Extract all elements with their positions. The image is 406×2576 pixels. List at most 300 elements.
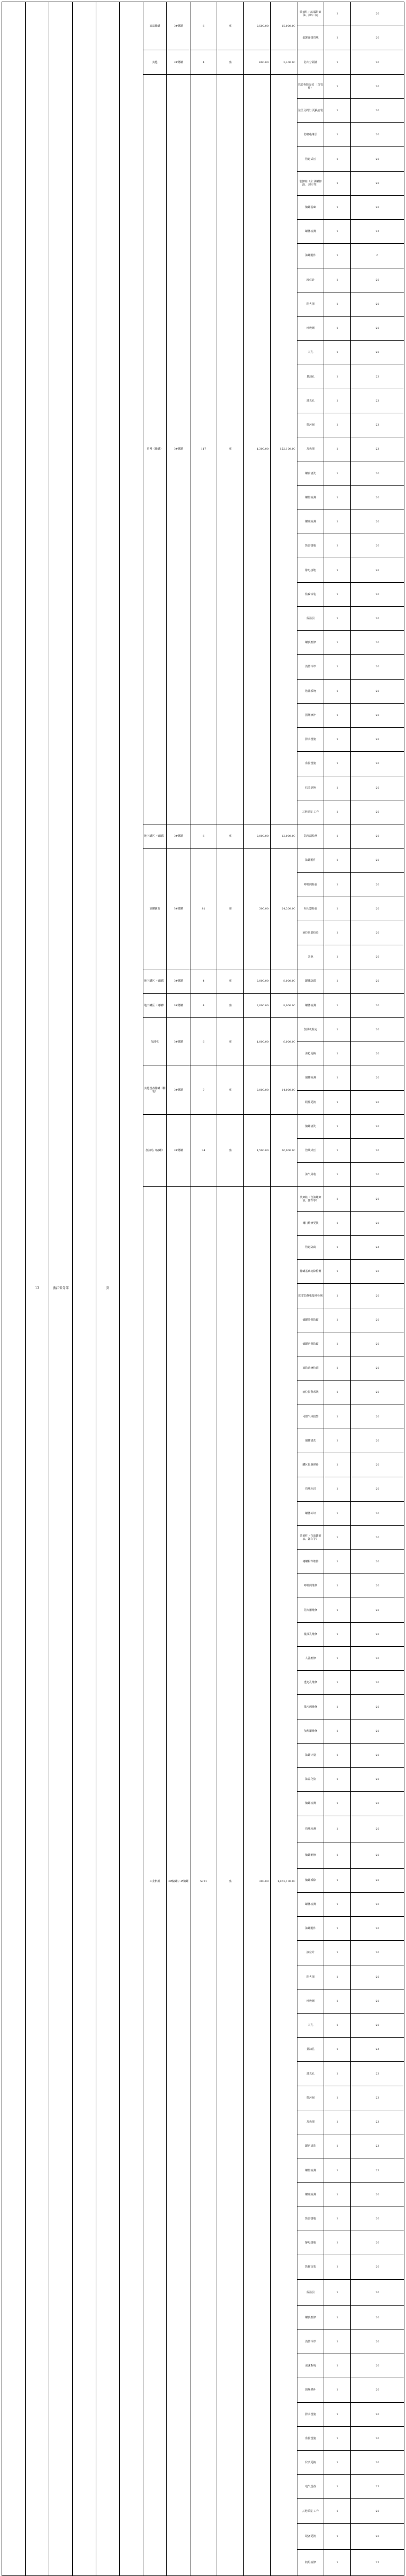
item-qty-cell: 1 <box>324 1941 351 1965</box>
item-qty-cell: 1 <box>324 1550 351 1574</box>
group-unit-cell: 座 <box>217 1187 244 2575</box>
item-qty-cell: 1 <box>324 147 351 171</box>
item-qty-cell: 1 <box>324 1842 351 1868</box>
item-desc-cell: 储罐检测 <box>297 1066 324 1090</box>
item-rate-cell: 20 <box>351 2279 404 2305</box>
item-rate-cell: 20 <box>351 1941 404 1965</box>
item-qty-cell: 1 <box>324 679 351 703</box>
group-qty-cell: 6 <box>190 1017 217 1066</box>
item-desc-cell: 管线标识 <box>297 1477 324 1501</box>
item-desc-cell: 法兰及阀门 更换安装 <box>297 98 324 122</box>
group-amount-cell: 24,300.00 <box>271 849 297 969</box>
item-qty-cell: 1 <box>324 2013 351 2037</box>
group-unit-cell: 座 <box>217 849 244 969</box>
item-desc-cell: 监控设施 <box>297 2426 324 2450</box>
item-qty-cell: 1 <box>324 1380 351 1405</box>
group-amount-cell: 8,000.00 <box>271 969 297 993</box>
item-qty-cell: 1 <box>324 1260 351 1284</box>
item-rate-cell: 20 <box>351 534 404 558</box>
item-qty-cell: 1 <box>324 2305 351 2330</box>
item-desc-cell: 围堰修补 <box>297 2378 324 2402</box>
item-desc-cell: 装卸柱（含 油罐卸油、 卸车等） <box>297 171 324 195</box>
item-qty-cell: 1 <box>324 2330 351 2354</box>
item-rate-cell: 20 <box>351 824 404 848</box>
item-desc-cell: 其他零星 工作 <box>297 800 324 824</box>
item-rate-cell: 20 <box>351 1792 404 1816</box>
item-desc-cell: 储罐内壁防腐 <box>297 1332 324 1356</box>
item-qty-cell: 1 <box>324 534 351 558</box>
item-rate-cell: 20 <box>351 1671 404 1695</box>
item-qty-cell: 1 <box>324 2499 351 2523</box>
item-rate-cell: 20 <box>351 631 404 655</box>
group-amount-cell: 36,000.00 <box>271 1114 297 1187</box>
item-qty-cell: 1 <box>324 2255 351 2279</box>
item-rate-cell: 20 <box>351 2182 404 2207</box>
item-desc-cell: 人孔维修 <box>297 1646 324 1670</box>
item-desc-cell: 排污阀维修 <box>297 1695 324 1719</box>
cost-table <box>2 2 404 2576</box>
group-qty-cell: 4 <box>190 993 217 1017</box>
item-qty-cell: 1 <box>324 74 351 98</box>
item-rate-cell: 20 <box>351 1917 404 1941</box>
group-amount-cell: 15,000.00 <box>271 2 297 50</box>
group-name-cell: 地下罐区（储罐） <box>143 993 167 1017</box>
item-rate-cell: 22 <box>351 413 404 437</box>
item-desc-cell: 量油孔维修 <box>297 1622 324 1646</box>
item-rate-cell: 20 <box>351 1477 404 1501</box>
group-spec-cell: 3#储罐 <box>167 50 190 74</box>
item-qty-cell: 1 <box>324 2549 351 2575</box>
item-desc-cell: 罐底检测 <box>297 2182 324 2207</box>
item-rate-cell: 20 <box>351 171 404 195</box>
item-desc-cell: 加热器维修 <box>297 1719 324 1743</box>
item-qty-cell: 1 <box>324 897 351 921</box>
item-desc-cell: 设备更换 <box>297 2523 324 2549</box>
item-desc-cell: 加油机检定 <box>297 1017 324 1042</box>
group-unit-cell: 座 <box>217 50 244 74</box>
item-desc-cell: 防腐绝缘层 <box>297 123 324 147</box>
group-name-cell: 油罐辅助 <box>143 849 167 969</box>
item-rate-cell: 20 <box>351 1139 404 1163</box>
item-rate-cell: 20 <box>351 1284 404 1308</box>
item-rate-cell: 20 <box>351 1017 404 1042</box>
item-qty-cell: 1 <box>324 317 351 341</box>
item-rate-cell: 20 <box>351 1501 404 1525</box>
item-qty-cell: 1 <box>324 1308 351 1332</box>
item-qty-cell: 1 <box>324 437 351 461</box>
group-qty-cell: 4 <box>190 969 217 993</box>
item-qty-cell: 1 <box>324 2158 351 2182</box>
item-rate-cell: 20 <box>351 268 404 292</box>
item-qty-cell: 1 <box>324 195 351 219</box>
item-qty-cell: 1 <box>324 1187 351 1211</box>
item-desc-cell: 附件更换 <box>297 1090 324 1114</box>
item-rate-cell: 20 <box>351 1842 404 1868</box>
item-desc-cell: 油品化验 <box>297 1768 324 1792</box>
item-rate-cell: 20 <box>351 1308 404 1332</box>
group-amount-cell: 6,000.00 <box>271 1017 297 1066</box>
item-qty-cell: 1 <box>324 921 351 945</box>
item-qty-cell: 1 <box>324 98 351 122</box>
item-qty-cell: 1 <box>324 2378 351 2402</box>
item-qty-cell: 1 <box>324 365 351 389</box>
item-rate-cell: 20 <box>351 1598 404 1622</box>
item-qty-cell: 1 <box>324 2279 351 2305</box>
item-desc-cell: 防腐涂装 <box>297 582 324 606</box>
group-spec-cell: 3#储罐 <box>167 1017 190 1066</box>
item-rate-cell: 20 <box>351 461 404 485</box>
group-name-cell: 其他 <box>143 50 167 74</box>
item-desc-cell: 罐顶维修 <box>297 631 324 655</box>
item-qty-cell: 1 <box>324 2134 351 2158</box>
item-rate-cell: 20 <box>351 1743 404 1767</box>
item-qty-cell: 1 <box>324 244 351 268</box>
item-desc-cell: 储罐检测 <box>297 1792 324 1816</box>
item-rate-cell: 20 <box>351 1574 404 1598</box>
item-desc-cell: 储罐维修 <box>297 1842 324 1868</box>
item-desc-cell: 人孔 <box>297 341 324 365</box>
item-qty-cell: 1 <box>324 1042 351 1066</box>
item-rate-cell: 22 <box>351 1235 404 1259</box>
item-desc-cell: 加热器 <box>297 2110 324 2134</box>
item-qty-cell: 1 <box>324 2426 351 2450</box>
group-name-cell: 油品储罐 <box>143 2 167 50</box>
item-desc-cell: 保温层 <box>297 606 324 630</box>
item-desc-cell: 监控设施 <box>297 752 324 776</box>
item-rate-cell: 22 <box>351 2549 404 2575</box>
item-desc-cell: 储罐清洗 <box>297 1114 324 1138</box>
item-rate-cell: 20 <box>351 728 404 752</box>
item-rate-cell: 20 <box>351 2426 404 2450</box>
item-qty-cell: 1 <box>324 171 351 195</box>
item-rate-cell: 20 <box>351 1868 404 1892</box>
item-rate-cell: 20 <box>351 703 404 727</box>
item-qty-cell: 1 <box>324 1139 351 1163</box>
item-rate-cell: 20 <box>351 2207 404 2231</box>
group-name-cell: 地下罐区（储罐） <box>143 969 167 993</box>
item-desc-cell: 罐体检测 <box>297 220 324 244</box>
unit-cell: 浙江省分部 <box>49 2 73 2576</box>
item-qty-cell: 1 <box>324 2062 351 2086</box>
group-qty-cell: 6 <box>190 2 217 50</box>
item-rate-cell: 20 <box>351 897 404 921</box>
group-name-cell: 加油机 <box>143 1017 167 1066</box>
item-rate-cell: 20 <box>351 873 404 897</box>
item-rate-cell: 20 <box>351 26 404 50</box>
item-qty-cell: 1 <box>324 1114 351 1138</box>
group-spec-cell: 3#储罐 /1#储罐 <box>167 1187 190 2575</box>
item-desc-cell: 机组检修 <box>297 2549 324 2575</box>
item-qty-cell: 1 <box>324 292 351 316</box>
table-body <box>2 2 404 2576</box>
item-desc-cell: 静电接地 <box>297 2231 324 2255</box>
item-rate-cell: 20 <box>351 1429 404 1453</box>
item-rate-cell: 20 <box>351 1892 404 1916</box>
item-rate-cell: 20 <box>351 1260 404 1284</box>
item-rate-cell: 20 <box>351 1187 404 1211</box>
item-qty-cell: 1 <box>324 2110 351 2134</box>
item-desc-cell: 罐体标识 <box>297 1501 324 1525</box>
item-qty-cell: 1 <box>324 2231 351 2255</box>
item-qty-cell: 1 <box>324 1965 351 1989</box>
item-rate-cell: 20 <box>351 679 404 703</box>
item-desc-cell: 装卸柱 (含油罐 卸油、卸车 等) <box>297 2 324 26</box>
item-qty-cell: 1 <box>324 1477 351 1501</box>
item-rate-cell: 22 <box>351 2110 404 2134</box>
group-name-cell: 加油站（储罐） <box>143 1114 167 1187</box>
group-price-cell: 2,000.00 <box>244 1066 271 1114</box>
item-desc-cell: 储罐基础沉降检测 <box>297 1260 324 1284</box>
item-desc-cell: 油气回收 <box>297 1163 324 1187</box>
item-qty-cell: 1 <box>324 485 351 510</box>
group-price-cell: 2,500.00 <box>244 2 271 50</box>
item-rate-cell: 20 <box>351 317 404 341</box>
group-unit-cell: 座 <box>217 824 244 848</box>
group-unit-cell: 座 <box>217 969 244 993</box>
item-qty-cell: 1 <box>324 1501 351 1525</box>
item-desc-cell: 阻火器 <box>297 292 324 316</box>
item-qty-cell: 1 <box>324 389 351 413</box>
item-rate-cell: 20 <box>351 1332 404 1356</box>
item-desc-cell: 防雷防静电接地检测 <box>297 1284 324 1308</box>
group-unit-cell: 座 <box>217 1066 244 1114</box>
item-qty-cell: 1 <box>324 728 351 752</box>
item-desc-cell: 透光孔 <box>297 2062 324 2086</box>
item-desc-cell: 呼吸阀 <box>297 1989 324 2013</box>
item-qty-cell: 1 <box>324 1405 351 1429</box>
item-desc-cell: 其他零星 工作 <box>297 2499 324 2523</box>
item-rate-cell: 20 <box>351 993 404 1017</box>
item-rate-cell: 20 <box>351 2450 404 2474</box>
item-rate-cell: 22 <box>351 389 404 413</box>
item-rate-cell: 20 <box>351 2354 404 2378</box>
item-desc-cell: 罐区围堰修补 <box>297 1453 324 1477</box>
item-rate-cell: 22 <box>351 2038 404 2062</box>
item-qty-cell: 1 <box>324 1719 351 1743</box>
item-qty-cell: 1 <box>324 220 351 244</box>
item-desc-cell: 消防系统检测 <box>297 1356 324 1380</box>
item-rate-cell: 20 <box>351 1114 404 1138</box>
item-rate-cell: 20 <box>351 2305 404 2330</box>
item-qty-cell: 1 <box>324 413 351 437</box>
group-qty-cell: 5721 <box>190 1187 217 2575</box>
group-price-cell: 1,300.00 <box>244 74 271 824</box>
group-qty-cell: 6 <box>190 824 217 848</box>
group-qty-cell: 117 <box>190 74 217 824</box>
group-amount-cell: 2,400.00 <box>271 50 297 74</box>
item-desc-cell: 泡沫系统 <box>297 679 324 703</box>
item-desc-cell: 其他 <box>297 945 324 969</box>
item-desc-cell: 油枪更换 <box>297 1042 324 1066</box>
group-unit-cell: 座 <box>217 74 244 824</box>
item-rate-cell: 20 <box>351 558 404 582</box>
item-desc-cell: 储罐基础 <box>297 195 324 219</box>
item-qty-cell: 1 <box>324 1525 351 1549</box>
item-desc-cell: 管线试压 <box>297 1139 324 1163</box>
item-rate-cell: 20 <box>351 1163 404 1187</box>
item-desc-cell: 排水设施 <box>297 2402 324 2426</box>
item-desc-cell: 罐体检测 <box>297 993 324 1017</box>
item-rate-cell: 20 <box>351 2255 404 2279</box>
item-desc-cell: 装卸连接管线 <box>297 26 324 50</box>
item-desc-cell: 阻火器检验 <box>297 897 324 921</box>
item-qty-cell: 1 <box>324 1163 351 1187</box>
item-qty-cell: 1 <box>324 582 351 606</box>
item-rate-cell: 22 <box>351 437 404 461</box>
item-qty-cell: 1 <box>324 776 351 800</box>
item-qty-cell: 1 <box>324 1743 351 1767</box>
item-qty-cell: 1 <box>324 268 351 292</box>
item-rate-cell: 20 <box>351 1768 404 1792</box>
item-desc-cell: 呼吸阀维修 <box>297 1574 324 1598</box>
item-rate-cell: 22 <box>351 2062 404 2086</box>
item-desc-cell: 油罐附件 <box>297 1917 324 1941</box>
item-rate-cell: 20 <box>351 1525 404 1549</box>
item-rate-cell: 22 <box>351 365 404 389</box>
group-amount-cell: 1,872,100.00 <box>271 1187 297 2575</box>
item-desc-cell: 排水设施 <box>297 728 324 752</box>
item-rate-cell: 20 <box>351 969 404 993</box>
item-rate-cell: 20 <box>351 485 404 510</box>
item-qty-cell: 1 <box>324 800 351 824</box>
group-price-cell: 1,000.00 <box>244 1017 271 1066</box>
group-spec-cell: 3#储罐 <box>167 1114 190 1187</box>
group-spec-cell: 3#储罐 <box>167 74 190 824</box>
group-price-cell: 600.00 <box>244 50 271 74</box>
group-price-cell: 300.00 <box>244 849 271 969</box>
item-rate-cell: 20 <box>351 1380 404 1405</box>
item-desc-cell: 管线检测 <box>297 1816 324 1842</box>
group-price-cell: 2,000.00 <box>244 824 271 848</box>
item-desc-cell: 电气设备 <box>297 2475 324 2499</box>
item-desc-cell: 量油孔 <box>297 2038 324 2062</box>
item-rate-cell: 22 <box>351 2158 404 2182</box>
group-amount-cell: 152,100.00 <box>271 74 297 824</box>
category-cell: 货 <box>96 2 120 2576</box>
item-qty-cell: 1 <box>324 123 351 147</box>
group-unit-cell: 座 <box>217 2 244 50</box>
item-rate-cell: 20 <box>351 1550 404 1574</box>
item-rate-cell: 20 <box>351 1695 404 1719</box>
item-rate-cell: 22 <box>351 2086 404 2110</box>
item-qty-cell: 1 <box>324 1211 351 1235</box>
item-rate-cell: 20 <box>351 1816 404 1842</box>
item-rate-cell: 20 <box>351 1453 404 1477</box>
item-rate-cell: 20 <box>351 1090 404 1114</box>
item-qty-cell: 1 <box>324 1066 351 1090</box>
item-rate-cell: 20 <box>351 1646 404 1670</box>
item-rate-cell: 20 <box>351 147 404 171</box>
item-qty-cell: 1 <box>324 969 351 993</box>
item-desc-cell: 呼吸阀检验 <box>297 873 324 897</box>
item-rate-cell: 20 <box>351 2499 404 2523</box>
item-desc-cell: 阻火器 <box>297 1965 324 1989</box>
item-qty-cell: 1 <box>324 2354 351 2378</box>
item-qty-cell: 1 <box>324 993 351 1017</box>
item-desc-cell: 液位计 <box>297 268 324 292</box>
group-qty-cell: 81 <box>190 849 217 969</box>
item-desc-cell: 罐内清洗 <box>297 461 324 485</box>
item-rate-cell: 20 <box>351 2013 404 2037</box>
item-rate-cell: 20 <box>351 945 404 969</box>
item-qty-cell: 1 <box>324 1356 351 1380</box>
item-desc-cell: 装卸柱（含油罐卸油、卸车等） <box>297 1187 324 1211</box>
item-qty-cell: 1 <box>324 1429 351 1453</box>
item-desc-cell: 储罐拆除 <box>297 1868 324 1892</box>
table-row <box>2 2 404 26</box>
group-name-cell: 工业机组 <box>143 1187 167 2575</box>
group-qty-cell: 4 <box>190 50 217 74</box>
item-qty-cell: 1 <box>324 606 351 630</box>
item-qty-cell: 1 <box>324 2475 351 2499</box>
item-desc-cell: 人孔 <box>297 2013 324 2037</box>
item-desc-cell: 仪表更换 <box>297 776 324 800</box>
item-rate-cell: 20 <box>351 2330 404 2354</box>
group-qty-cell: 7 <box>190 1066 217 1114</box>
item-qty-cell: 1 <box>324 1284 351 1308</box>
item-rate-cell: 20 <box>351 74 404 98</box>
group-unit-cell: 座 <box>217 1114 244 1187</box>
item-qty-cell: 1 <box>324 1671 351 1695</box>
item-rate-cell: 20 <box>351 1066 404 1090</box>
item-qty-cell: 1 <box>324 1090 351 1114</box>
item-qty-cell: 1 <box>324 752 351 776</box>
item-qty-cell: 1 <box>324 510 351 534</box>
group-spec-cell: 3#储罐 <box>167 824 190 848</box>
item-qty-cell: 1 <box>324 26 351 50</box>
item-qty-cell: 1 <box>324 2038 351 2062</box>
group-amount-cell: 12,000.00 <box>271 824 297 848</box>
group-spec-cell: 3#储罐 <box>167 2 190 50</box>
item-desc-cell: 罐壁检测 <box>297 2158 324 2182</box>
item-rate-cell: 20 <box>351 752 404 776</box>
item-qty-cell: 1 <box>324 50 351 74</box>
item-qty-cell: 1 <box>324 631 351 655</box>
item-desc-cell: 管道试压 <box>297 147 324 171</box>
item-rate-cell: 20 <box>351 1719 404 1743</box>
item-desc-cell: 围堰修补 <box>297 703 324 727</box>
item-rate-cell: 20 <box>351 800 404 824</box>
item-qty-cell: 1 <box>324 2450 351 2474</box>
item-rate-cell: 20 <box>351 606 404 630</box>
group-amount-cell: 8,000.00 <box>271 993 297 1017</box>
item-desc-cell: 仪表更换 <box>297 2450 324 2474</box>
item-rate-cell: 20 <box>351 2378 404 2402</box>
item-desc-cell: 防渗漏检测 <box>297 824 324 848</box>
group-price-cell: 2,000.00 <box>244 993 271 1017</box>
item-qty-cell: 1 <box>324 1453 351 1477</box>
item-rate-cell: 20 <box>351 655 404 679</box>
item-rate-cell: 20 <box>351 776 404 800</box>
item-desc-cell: 静电接地 <box>297 558 324 582</box>
group-unit-cell: 座 <box>217 993 244 1017</box>
item-rate-cell: 20 <box>351 582 404 606</box>
item-qty-cell: 1 <box>324 1622 351 1646</box>
item-desc-cell: 防火分隔墙 <box>297 50 324 74</box>
item-qty-cell: 1 <box>324 1892 351 1916</box>
item-qty-cell: 1 <box>324 461 351 485</box>
item-qty-cell: 1 <box>324 1816 351 1842</box>
item-qty-cell: 1 <box>324 703 351 727</box>
blank-cell <box>120 2 143 2576</box>
item-desc-cell: 防雷接地 <box>297 2207 324 2231</box>
group-spec-cell: 3#储罐 <box>167 993 190 1017</box>
group-price-cell: 1,500.00 <box>244 1114 271 1187</box>
item-rate-cell: 20 <box>351 1622 404 1646</box>
item-rate-cell: 20 <box>351 1356 404 1380</box>
group-spec-cell: 3#储罐 <box>167 1066 190 1114</box>
group-price-cell: 300.00 <box>244 1187 271 2575</box>
